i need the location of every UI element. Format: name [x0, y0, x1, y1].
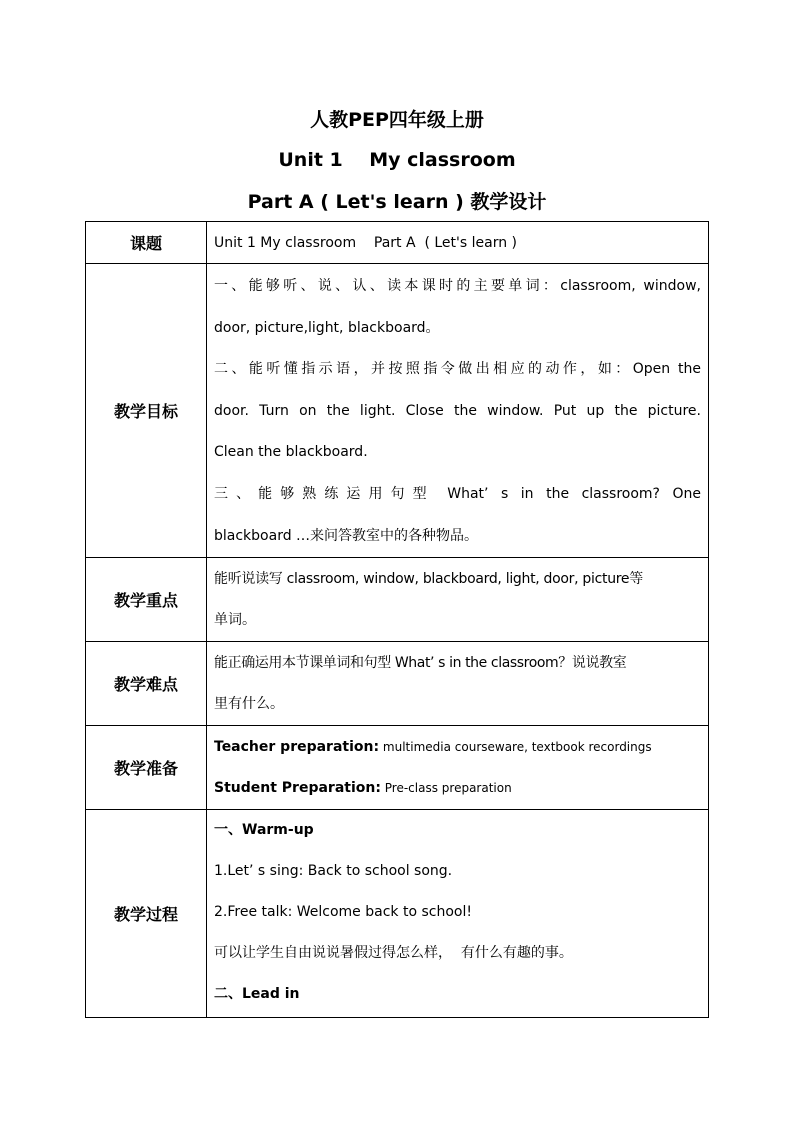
label-preparation: 教学准备 [86, 726, 207, 810]
label-difficulties: 教学难点 [86, 642, 207, 726]
label-key-points: 教学重点 [86, 558, 207, 642]
goal-line-5: Clean the blackboard. [214, 444, 368, 461]
label-process: 教学过程 [86, 810, 207, 1018]
topic-value [207, 222, 709, 264]
key-point-line-1: 能听说读写 classroom, window, blackboard, light, door, picture等 [214, 571, 643, 588]
unit-title: Unit 1 My classroom [278, 149, 516, 171]
student-preparation-text: Pre-class preparation [380, 781, 512, 796]
leadin-heading: 二、Lead in [214, 986, 300, 1003]
goals-content [207, 264, 709, 558]
goal-line-2: door, picture,light, blackboard。 [214, 319, 440, 336]
lesson-title: Part A ( Let's learn ) 教学设计 [247, 191, 547, 213]
topic-text: Unit 1 My classroom Part A ( Let's learn ) [214, 234, 517, 251]
document-title: 人教PEP四年级上册 [310, 109, 484, 131]
goal-line-1: 一、能够听、说、认、读本课时的主要单词：classroom, window, [214, 278, 701, 294]
goal-line-3: 二、能听懂指示语，并按照指令做出相应的动作，如：Open the [214, 361, 701, 378]
row-preparation [86, 726, 709, 810]
goal-line-6: 三、能够熟练运用句型 What’ s in the classroom? One [214, 485, 701, 502]
label-goals: 教学目标 [86, 264, 207, 558]
row-difficulties [86, 642, 709, 726]
row-process [86, 810, 709, 1018]
label-topic: 课题 [86, 222, 207, 264]
teacher-preparation-label: Teacher preparation: [214, 739, 380, 756]
difficulty-line-2: 里有什么。 [214, 696, 284, 713]
student-preparation [214, 768, 701, 809]
difficulty-line-1: 能正确运用本节课单词和句型 What’ s in the classroom？说说教室 [214, 655, 627, 672]
row-key-points [86, 558, 709, 642]
process-content [207, 810, 709, 1018]
process-item-2: 2.Free talk: Welcome back to school! [214, 904, 472, 921]
warmup-heading: 一、Warm-up [214, 822, 314, 839]
goal-line-7: blackboard …来问答教室中的各种物品。 [214, 527, 479, 544]
preparation-content [207, 726, 709, 810]
row-topic [86, 222, 709, 264]
row-goals [86, 264, 709, 558]
key-points-content [207, 558, 709, 642]
teacher-preparation [214, 727, 701, 768]
key-point-line-2: 单词。 [214, 612, 256, 629]
goal-line-4: door. Turn on the light. Close the window. Put up the picture. [214, 402, 701, 419]
teacher-preparation-text: multimedia courseware, textbook recordings [379, 740, 652, 755]
process-note: 可以让学生自由说说暑假过得怎么样， 有什么有趣的事。 [214, 945, 573, 962]
student-preparation-label: Student Preparation: [214, 780, 381, 797]
difficulties-content [207, 642, 709, 726]
lesson-plan-table [85, 221, 709, 1018]
process-item-1: 1.Let’ s sing: Back to school song. [214, 863, 453, 880]
